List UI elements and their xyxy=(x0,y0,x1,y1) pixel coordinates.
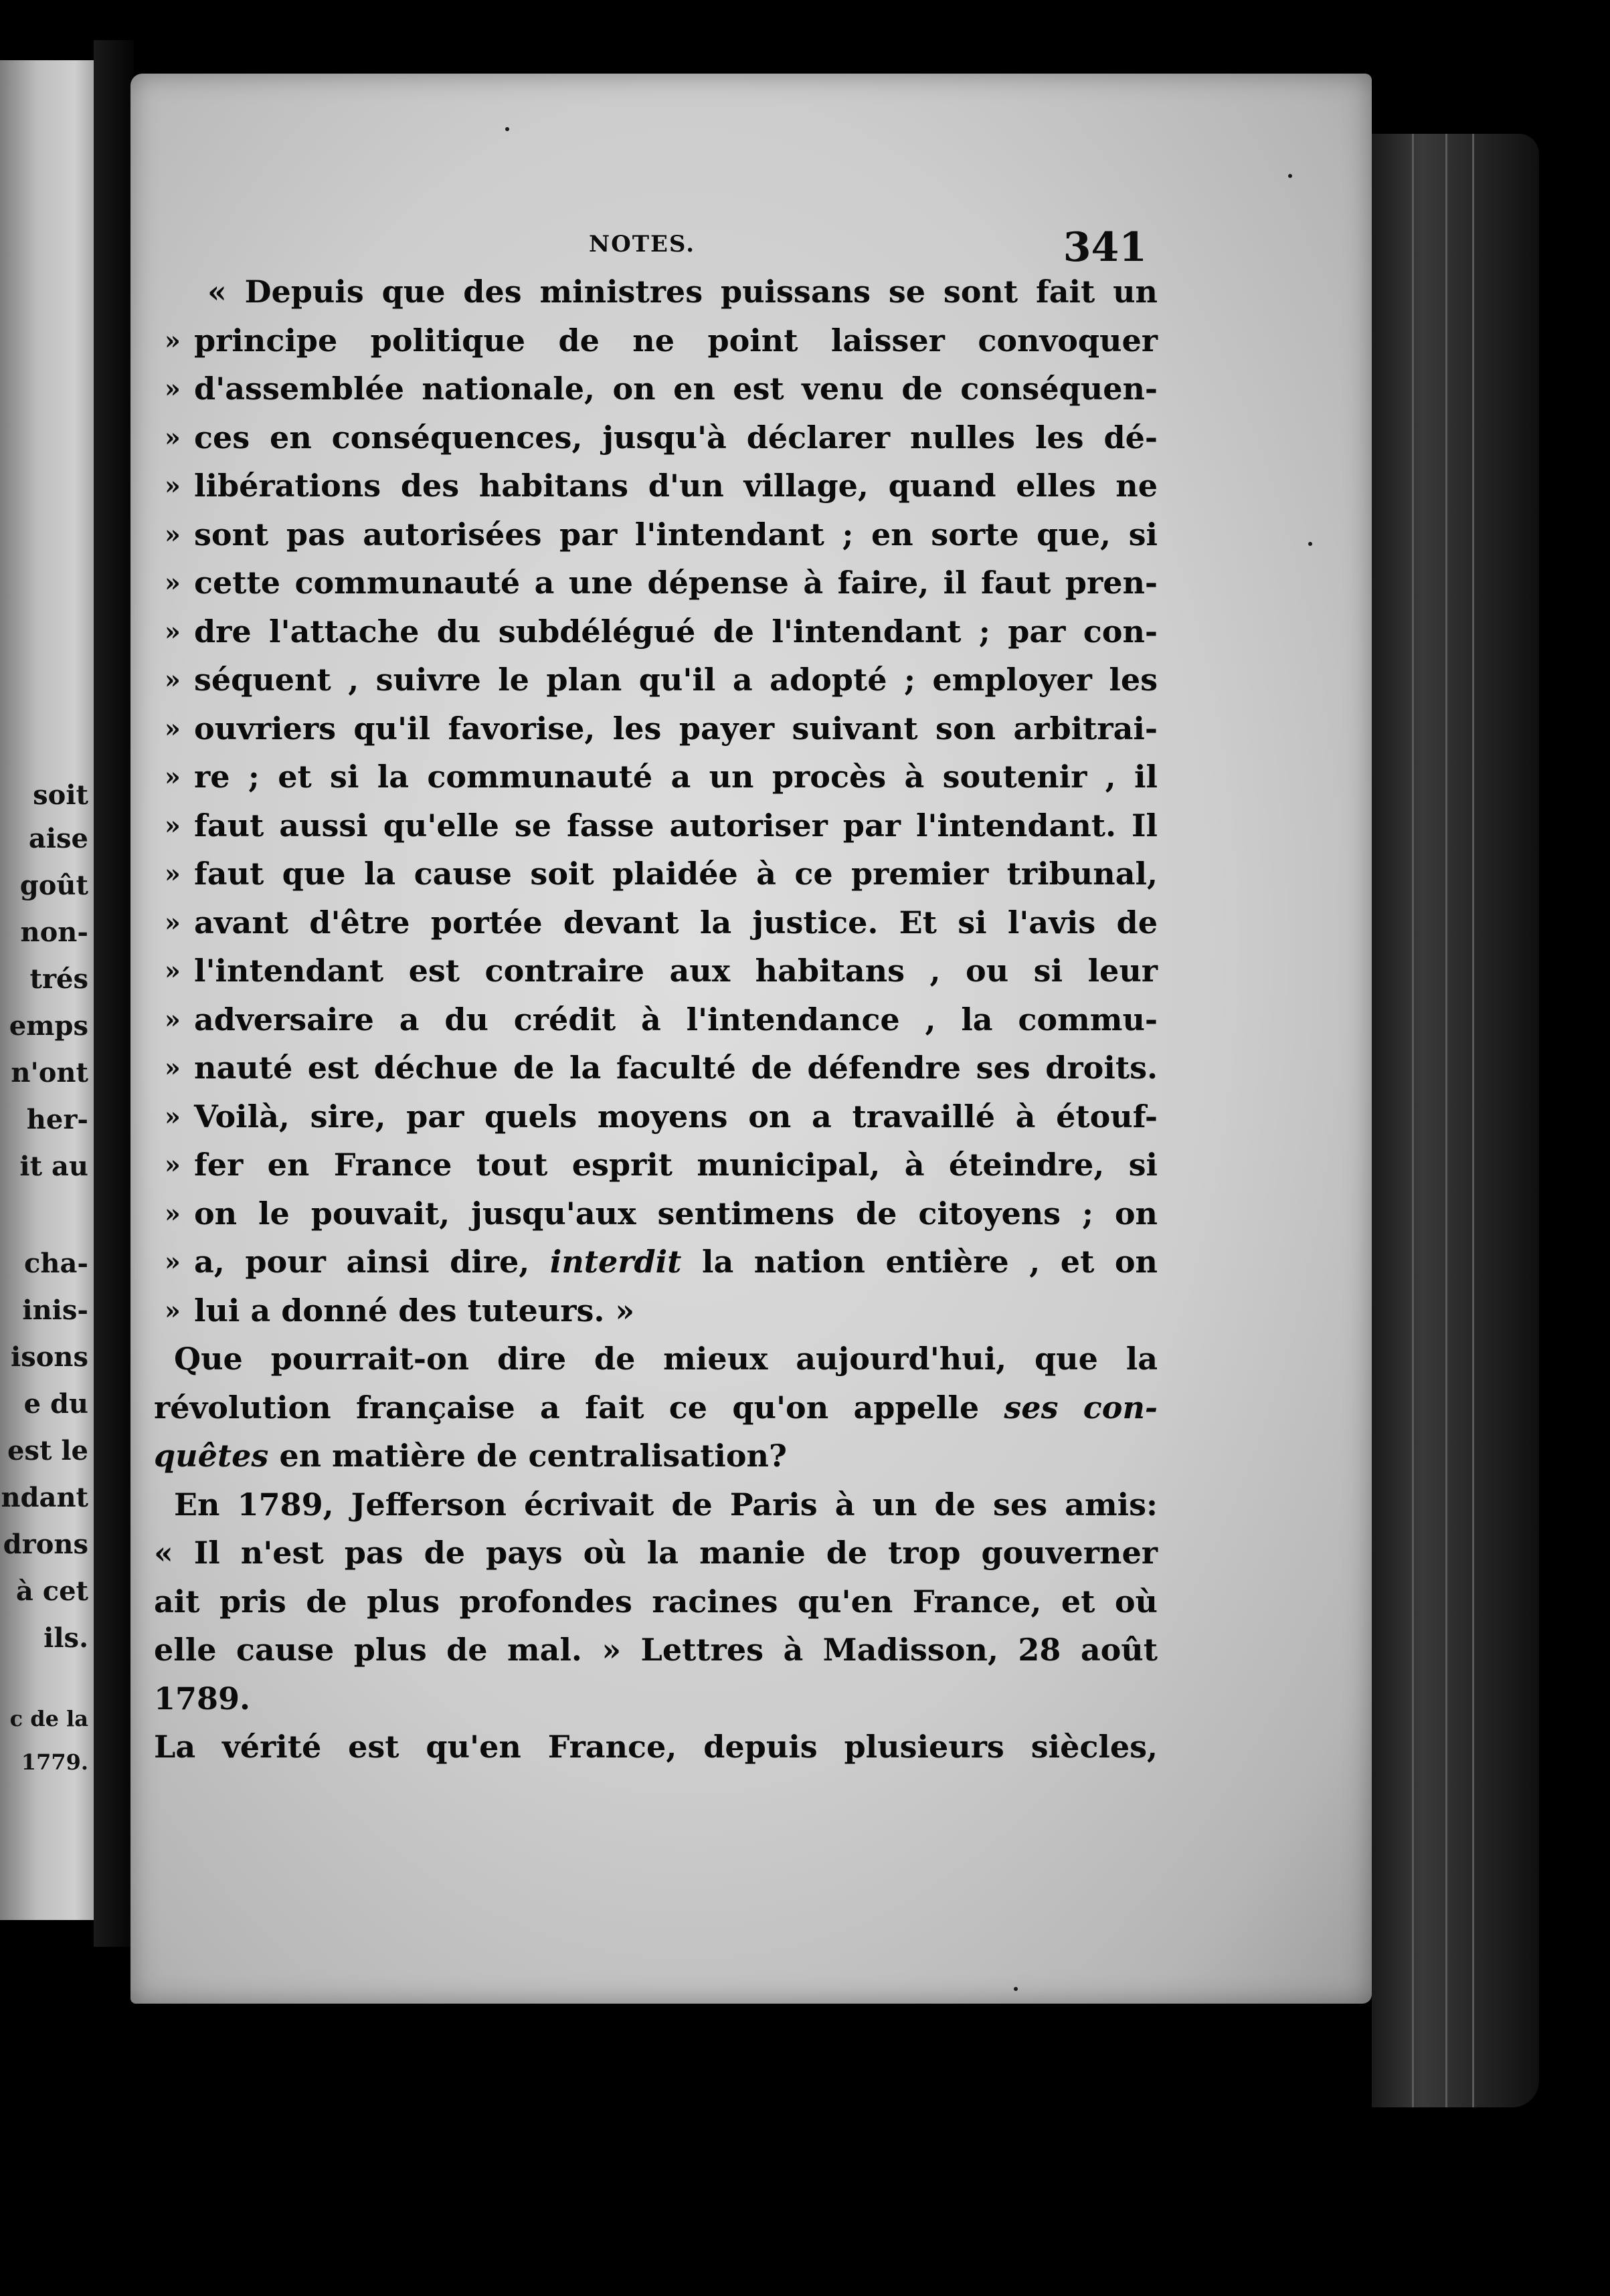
left-fragment: 1779. xyxy=(21,1749,88,1775)
left-fragment: cha- xyxy=(24,1248,88,1279)
quote-mark: » xyxy=(165,1198,181,1228)
text-line: » cette communauté a une dépense à faire, il faut pren- xyxy=(154,559,1158,607)
body-text xyxy=(154,268,1158,1772)
text-line: » principe politique de ne point laisser convoquer xyxy=(154,316,1158,365)
quote-mark: » xyxy=(165,955,181,985)
book-gutter xyxy=(94,40,134,1947)
left-fragment: inis- xyxy=(22,1295,88,1326)
page-number: 341 xyxy=(1063,224,1147,271)
left-fragment: n'ont xyxy=(11,1057,88,1088)
text-line: » fer en France tout esprit municipal, à éteindre, si xyxy=(154,1141,1158,1189)
quote-mark: » xyxy=(165,373,181,403)
quote-mark: » xyxy=(165,809,181,840)
quote-mark: » xyxy=(165,1101,181,1131)
quote-mark: » xyxy=(165,567,181,597)
text-line: » adversaire a du crédit à l'intendance , la commu- xyxy=(154,995,1158,1044)
quote-mark: » xyxy=(165,1149,181,1179)
quote-mark: » xyxy=(165,761,181,791)
quote-mark: » xyxy=(165,664,181,694)
text-line: » libérations des habitans d'un village, quand elles ne xyxy=(154,462,1158,510)
text-line: » d'assemblée nationale, on en est venu de conséquen- xyxy=(154,365,1158,413)
left-fragment: goût xyxy=(19,870,88,901)
text-line: » avant d'être portée devant la justice. Et si l'avis de xyxy=(154,898,1158,947)
quote-mark: » xyxy=(165,615,181,646)
left-fragment: her- xyxy=(26,1104,88,1135)
text-line: » sont pas autorisées par l'intendant ; en sorte que, si xyxy=(154,510,1158,559)
left-fragment: soit xyxy=(33,779,88,811)
left-fragment: e du xyxy=(23,1388,88,1420)
text-line: » séquent , suivre le plan qu'il a adopté ; employer les xyxy=(154,656,1158,704)
text-line: Que pourrait-on dire de mieux aujourd'hui, que la xyxy=(174,1341,1158,1377)
text-line: » Voilà, sire, par quels moyens on a travaillé à étouf- xyxy=(154,1092,1158,1141)
quote-mark: » xyxy=(165,1246,181,1276)
left-fragment: est le xyxy=(7,1435,88,1466)
text-line: » faut que la cause soit plaidée à ce premier tribunal, xyxy=(154,850,1158,898)
text-line: quêtes en matière de centralisation? xyxy=(154,1438,787,1474)
quote-mark: » xyxy=(165,858,181,888)
text-line: » l'intendant est contraire aux habitans , ou si leur xyxy=(154,947,1158,995)
quote-mark: » xyxy=(165,324,181,355)
text-line: » re ; et si la communauté a un procès à soutenir , il xyxy=(154,753,1158,801)
quote-mark: » xyxy=(165,421,181,452)
left-facing-page xyxy=(0,60,94,1920)
quote-mark: » xyxy=(165,1295,181,1325)
left-fragment: drons xyxy=(3,1529,88,1560)
quote-mark: » xyxy=(165,1003,181,1034)
text-line: « Depuis que des ministres puissans se sont fait un xyxy=(207,274,1158,310)
text-line: » a, pour ainsi dire, interdit la nation entière , et on xyxy=(154,1238,1158,1286)
left-fragment: isons xyxy=(11,1341,88,1373)
text-line: » ces en conséquences, jusqu'à déclarer nulles les dé- xyxy=(154,413,1158,462)
text-line: » lui a donné des tuteurs. » xyxy=(154,1286,1158,1335)
text-line: révolution française a fait ce qu'on appelle ses con- xyxy=(154,1389,1158,1426)
text-line: elle cause plus de mal. » Lettres à Madisson, 28 août xyxy=(154,1632,1158,1668)
left-fragment: it au xyxy=(19,1151,88,1182)
text-line: » on le pouvait, jusqu'aux sentimens de citoyens ; on xyxy=(154,1189,1158,1238)
italic-word: quêtes xyxy=(154,1438,269,1474)
left-fragment: ndant xyxy=(1,1482,88,1513)
left-fragment: non- xyxy=(20,917,88,948)
text-line: » faut aussi qu'elle se fasse autoriser par l'intendant. Il xyxy=(154,801,1158,850)
italic-word: ses con- xyxy=(1004,1389,1158,1426)
quote-mark: » xyxy=(165,1052,181,1082)
text-line: En 1789, Jefferson écrivait de Paris à un de ses amis: xyxy=(174,1486,1158,1523)
quote-mark: » xyxy=(165,906,181,937)
text-line: La vérité est qu'en France, depuis plusieurs siècles, xyxy=(154,1729,1158,1765)
running-title: NOTES. xyxy=(589,231,696,258)
left-fragment: à cet xyxy=(15,1575,88,1607)
text-line: 1789. xyxy=(154,1680,251,1717)
text-line: » dre l'attache du subdélégué de l'intendant ; par con- xyxy=(154,607,1158,656)
left-fragment: ils. xyxy=(43,1622,88,1654)
quote-mark: » xyxy=(165,470,181,500)
left-fragment: emps xyxy=(9,1010,88,1042)
text-line: ait pris de plus profondes racines qu'en France, et où xyxy=(154,1583,1158,1620)
text-line: » ouvriers qu'il favorise, les payer suivant son arbitrai- xyxy=(154,704,1158,753)
text-line: » nauté est déchue de la faculté de défendre ses droits. xyxy=(154,1044,1158,1092)
left-fragment: aise xyxy=(28,823,88,854)
quote-mark: » xyxy=(165,518,181,549)
quote-mark: » xyxy=(165,712,181,743)
italic-word: interdit xyxy=(549,1244,682,1280)
left-fragment: c de la xyxy=(9,1706,88,1731)
text-line: « Il n'est pas de pays où la manie de trop gouverner xyxy=(154,1535,1158,1571)
page-edges xyxy=(1372,134,1539,2107)
left-fragment: trés xyxy=(29,963,88,995)
